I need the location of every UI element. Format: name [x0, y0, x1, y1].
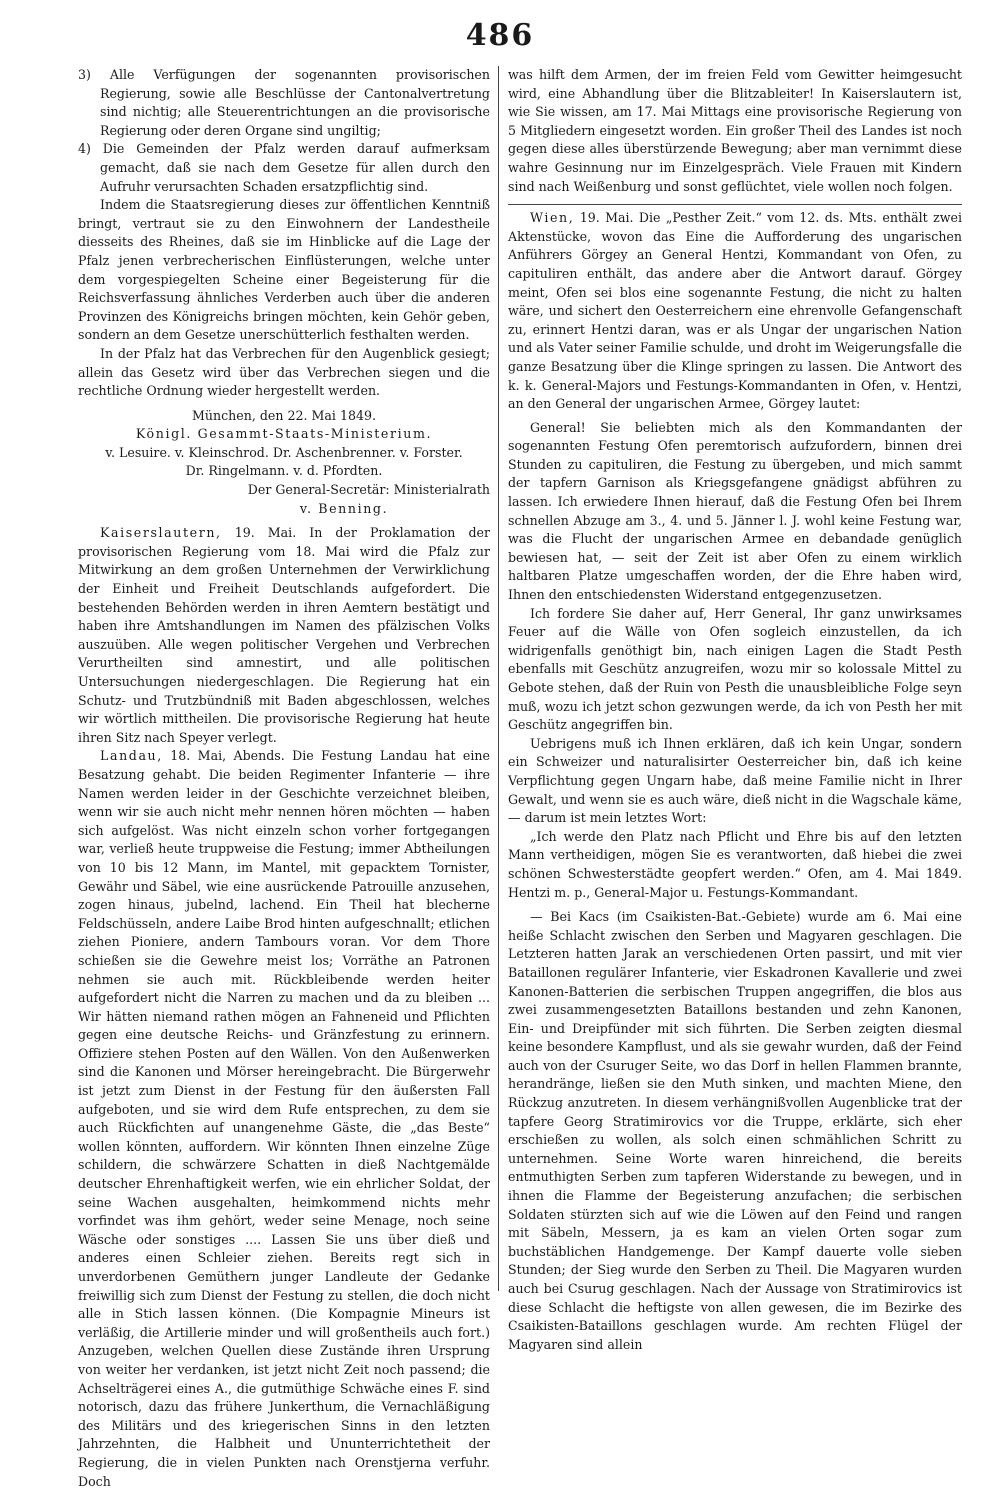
ministry-line: Königl. Gesammt-Staats-Ministerium. [135, 426, 433, 442]
article-landau [78, 747, 490, 1491]
dateline-place: Kaiserslautern, [100, 525, 222, 541]
paragraph-announcement: Indem die Staatsregierung dieses zur öffentlichen Kenntniß bringt, vertraut sie zu den Einwohnern der Landestheile diesseits des Rheines, daß sie im Hinblicke auf die Lage der Pfalz jenen verbrecherischen Einflüsterungen, welche unter dem vorgespiegelten Scheine einer Begeisterung für die Reichsverfassung ähnliches Verderben auch über die anderen Provinzen des Königreichs bringen möchten, kein Gehör geben, sondern an dem Gesetze unerschütterlich festhalten werden. [78, 197, 490, 343]
letter-paragraph-2: Ich fordere Sie daher auf, Herr General, Ihr ganz unwirksames Feuer auf die Wälle von Ofen sogleich einzustellen, da ich widrigenfalls genöthigt bin, nach einigen Lagen die Stadt Pesth ebenfalls mit Geschütz anzugreifen, wozu mir so kolossale Mittel zu Gebote stehen, daß der Ruin von Pesth die unausbleibliche Folge seyn muß, wozu ich jetzt schon gezwungen werde, da ich von Pesth her mit Geschütz angegriffen bin. [508, 605, 962, 733]
article-kacs: — Bei Kacs (im Csaikisten-Bat.-Gebiete) wurde am 6. Mai eine heiße Schlacht zwischen den Serben und Magyaren geschlagen. Die Letzteren hatten Jarak an verschiedenen Orten passirt, und mit vier Bataillonen regulärer Infanterie, vier Eskadronen Kavallerie und zwei Kanonen-Batterien die serbischen Truppen angegriffen, die blos aus zwei zusammengesetzten Bataillons bestanden und zehn Kanonen, Ein- und Dreipfünder mit sich führten. Die Serben zeigten diesmal keine besondere Kampflust, und als sie gewahr wurden, daß der Feind auch von der Csuruger Seite, wo das Dorf in hellen Flammen brannte, herandränge, ließen sie den Muth sinken, und machten Miene, den Rückzug anzutreten. In diesem verhängnißvollen Augenblicke trat der tapfere Georg Stratimirovics vor die Truppe, erklärte, sich eher erschießen zu wollen, als solch einen schmählichen Schritt zu unternehmen. Seine Worte waren hinreichend, die bereits entmuthigten Serben zum tapferen Widerstande zu bewegen, und in ihnen die Flamme der Begeisterung anzufachen; die serbischen Soldaten stürzten sich auf wie die Löwen auf den Feind und rangen mit Säbeln, Messern, ja es kam an vielen Orten sogar zum buchstäblichen Handgemenge. Der Kampf dauerte volle sieben Stunden; der Sieg wurde den Serben zu Theil. Die Magyaren wurden auch bei Csurug geschlagen. Nach der Aussage von Stratimirovics ist diese Schlacht die heftigste von allen gewesen, die im Bezirke des Csaikisten-Bataillons geschlagen wurde. Am rechten Flügel der Magyaren sind allein [508, 909, 962, 1352]
dateline-place: Landau, [100, 748, 163, 764]
article-continuation: was hilft dem Armen, der im freien Feld vom Gewitter heimgesucht wird, eine Abhandlung über die Blitzableiter! In Kaiserslautern ist, wie Sie wissen, am 17. Mai Mittags eine provisorische Regierung von 5 Mitgliedern eingesetzt worden. Ein großer Theil des Landes ist noch gegen diese alles überstürzende Bewegung; aber man vernimmt diese wahre Gesinnung nur im Einzelgespräch. Viele Frauen mit Kindern sind nach Weißenburg und sonst geflüchtet, viele wollen noch folgen. [508, 67, 962, 194]
page-number: 486 [465, 18, 535, 53]
date-line: München, den 22. Mai 1849. [192, 407, 376, 423]
section-rule [508, 204, 962, 205]
dateline-place: Wien, [530, 210, 575, 226]
left-column [78, 66, 490, 1489]
article-wien [508, 209, 962, 414]
article-kaiserslautern [78, 524, 490, 747]
secretary-line-1: Der General-Secretär: Ministerialrath [247, 482, 490, 498]
column-divider [498, 66, 499, 1291]
paragraph-decree-3: 3) Alle Verfügungen der sogenannten provisorischen Regierung, sowie alle Beschlüsse der Cantonalvertretung sind nichtig; alle Steuerentrichtungen an die provisorische Regierung oder deren Organe sind ungiltig; [78, 67, 490, 138]
letter-paragraph-3: Uebrigens muß ich Ihnen erklären, daß ich kein Ungar, sondern ein Schweizer und naturalisirter Oesterreicher bin, daß ich keine Verpflichtung gegen Ungarn habe, daß meine Familie nicht in Ihrer Gewalt, und wenn sie es auch wäre, dieß nicht in die Wagschale käme, — darum ist mein letztes Wort: [508, 735, 962, 826]
paragraph-pfalz: In der Pfalz hat das Verbrechen für den Augenblick gesiegt; allein das Gesetz wird über das Verbrechen siegen und die rechtliche Ordnung wieder hergestellt werden. [78, 345, 490, 399]
article-text: 19. Mai. In der Proklamation der provisorischen Regierung vom 18. Mai wird die Pfalz zur Mitwirkung an dem großen Unternehmen der Verwirklichung der Einheit und Freiheit Deutschlands aufgefordert. Die bestehenden Behörden werden in ihren Aemtern bestätigt und haben ihre Amtshandlungen im Namen des pfälzischen Volks auszuüben. Alle wegen politischer Vergehen und Verbrechen Verurtheilten sind amnestirt, und alle politischen Untersuchungen niedergeschlagen. Die Regierung hat ein Schutz- und Trutzbündniß mit Baden abgeschlossen, welches wir wörtlich mittheilen. Die provisorische Regierung hat heute ihren Sitz nach Speyer verlegt. [78, 525, 490, 745]
article-text: 18. Mai, Abends. Die Festung Landau hat eine Besatzung gehabt. Die beiden Regimenter Infanterie — ihre Namen werden leider in der Geschichte verzeichnet bleiben, wenn wir sie auch nicht mehr nennen hören möchten — haben sich aufgelöst. Was nicht einzeln schon vorher fortgegangen war, verließ heute truppweise die Festung; immer Abtheilungen von 10 bis 12 Mann, im Mantel, mit gepacktem Tornister, Gewähr und Säbel, wie eine ausrückende Patrouille anzusehen, zogen hinaus, jubelnd, lachend. Ein Theil hat blecherne Feldschüsseln, andere Laibe Brod hinten aufgeschnallt; etlichen ziehen Pioniere, andern Tambours voran. Vor dem Thore schießen sie die Gewehre meist los; Vorräthe an Patronen nehmen sie auch mit. Rückbleibende werden heiter aufgefordert nicht die Narren zu machen und da zu bleiben ... Wir hätten niemand rathen mögen an Fahneneid und Pflichten gegen eine deutsche Reichs- und Gränzfestung zu erinnern. Offiziere stehen Posten auf den Wällen. Von den Außenwerken sind die Kanonen und Mörser hereingebracht. Die Bürgerwehr ist jetzt zum Dienst in der Festung für den äußersten Fall aufgeboten, und sie wird dem Rufe entsprechen, zu dem sie auch Rückfichten auf unangenehme Gäste, die „das Beste“ wollen könnten, auffordern. Wir könnten Ihnen einzelne Züge schildern, die schwärzere Schatten in dieß Nachtgemälde deutscher Ehrenhaftigkeit werfen, wie ein ehrlicher Soldat, der seine Wachen ausgehalten, heimkommend nichts mehr vorfindet was ihm gehört, weder seine Menage, noch seine Wäsche oder sonstiges .... Lassen Sie uns über dieß und anderes einen Schleier ziehen. Bereits regt sich in unverdorbenen Gemüthern junger Landleute der Gedanke freiwillig sich zum Dienst der Festung zu stellen, die doch nicht alle in Stich lassen können. (Die Kompagnie Mineurs ist verläßig, die Artillerie minder und will großentheils auch fort.) Anzugeben, welchen Quellen diese Zustände ihren Ursprung von weiter her verdanken, ist jetzt nicht Zeit noch passend; die Achselträgerei eines A., die gutmüthige Schwäche eines F. sind notorisch, dazu das frühere Junkerthum, die Vernachläßigung des Militärs und des kriegerischen Sinns in den letzten Jahrzehnten, die Halbheit und Ununterrichtetheit der Regierung, die in vielen Punkten nach Orenstjerna verfuhr. Doch [78, 748, 490, 1489]
article-text: 19. Mai. Die „Pesther Zeit.“ vom 12. ds. Mts. enthält zwei Aktenstücke, wovon das Eine die Aufforderung des ungarischen Anführers Görgey an General Hentzi, Kommandant von Ofen, zu capituliren enthält, das andere aber die Antwort darauf. Görgey meint, Ofen sei blos eine sogenannte Festung, die nicht zu halten wäre, und sichert den Oesterreichern eine ehrenvolle Gefangenschaft zu, erinnert Hentzi daran, was er als Ungar der ungarischen Nation und als Vater seiner Familie schulde, und droht im Weigerungsfalle die ganze Besatzung über die Klinge springen zu lassen. Die Antwort des k. k. General-Majors und Festungs-Kommandanten in Ofen, v. Hentzi, an den General der ungarischen Armee, Görgey lautet: [508, 210, 962, 412]
signers-line-1: v. Lesuire. v. Kleinschrod. Dr. Aschenbrenner. v. Forster. [105, 444, 463, 460]
secretary-line-2: v. Benning. [299, 500, 389, 516]
letter-paragraph-4: „Ich werde den Platz nach Pflicht und Ehre bis auf den letzten Mann vertheidigen, mögen Sie es verantworten, daß hiebei die zwei schönen Schwesterstädte geopfert werden.“ Ofen, am 4. Mai 1849. Hentzi m. p., General-Major u. Festungs-Kommandant. [508, 828, 962, 900]
paragraph-decree-4: 4) Die Gemeinden der Pfalz werden darauf aufmerksam gemacht, daß sie nach dem Gesetze für allen durch den Aufruhr verursachten Schaden ersatzpflichtig sind. [78, 141, 490, 194]
signers-line-2: Dr. Ringelmann. v. d. Pfordten. [185, 463, 383, 479]
right-column [508, 66, 962, 1352]
letter-paragraph-1: General! Sie beliebten mich als den Kommandanten der sogenannten Festung Ofen peremtorisch aufzufordern, binnen drei Stunden zu capituliren, die Festung zu übergeben, und mich sammt der tapfern Garnison als Kriegsgefangene gnädigst abführen zu lassen. Ich erwiedere Ihnen hierauf, daß die Festung Ofen bei Ihrem schnellen Abzuge am 3., 4. und 5. Jänner l. J. wohl keine Festung war, was die Flucht der ungarischen Armee en debandade genüglich bewiesen hat, — seit der Zeit ist aber Ofen zu einem wirklich haltbaren Platze umgeschaffen worden, der die Ehre haben wird, Ihnen den entschiedensten Widerstand entgegenzusetzen. [508, 419, 962, 603]
